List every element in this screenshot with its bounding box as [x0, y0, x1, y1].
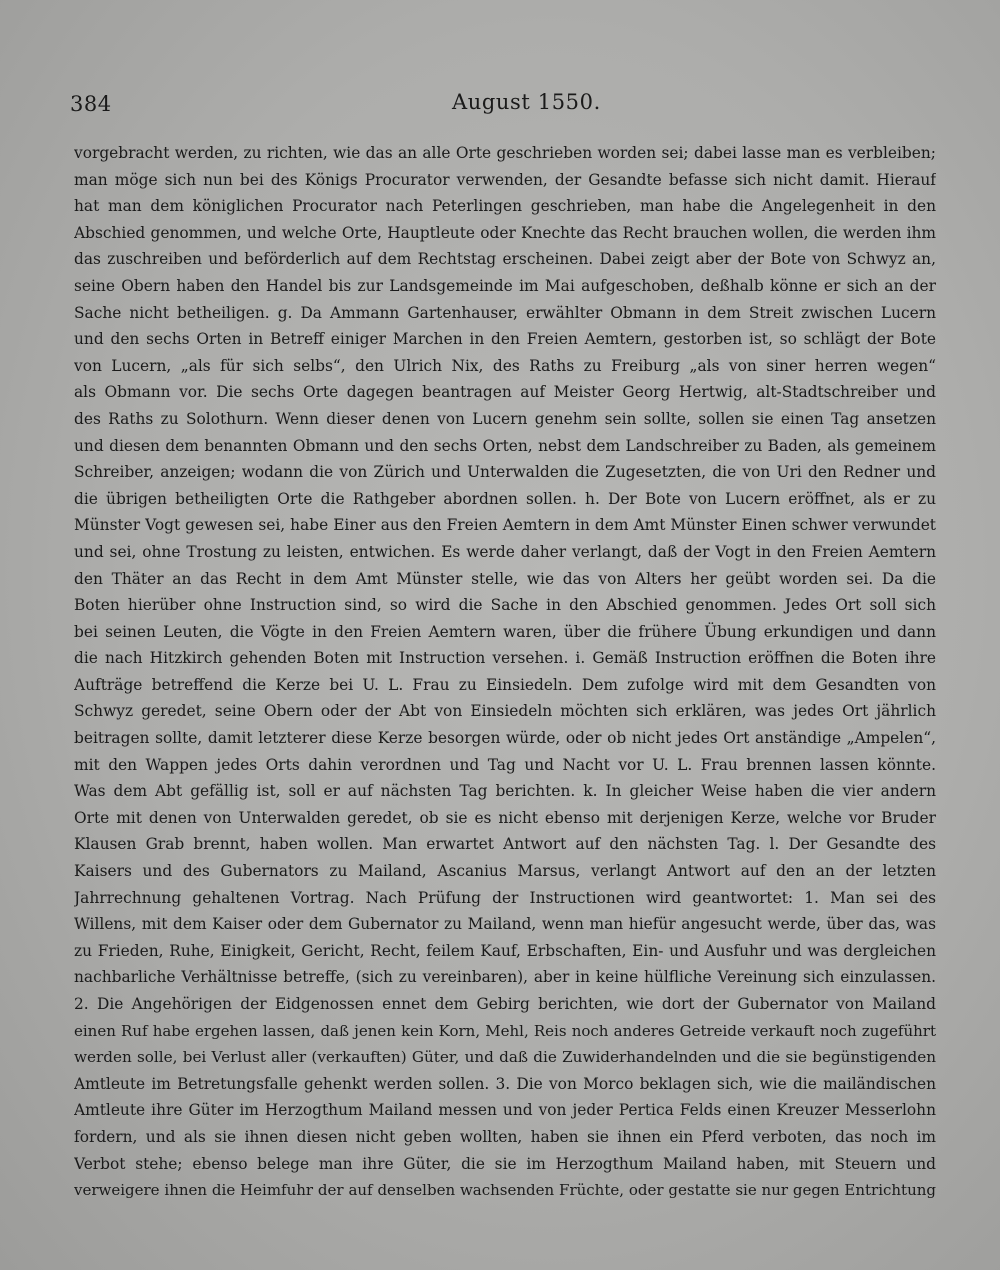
text-line: fordern, und als sie ihnen diesen nicht geben wollten, haben sie ihnen ein Pferd verboten, das noch im — [74, 1127, 936, 1146]
text-line: Sache nicht betheiligen. g. Da Ammann Gartenhauser, erwählter Obmann in dem Streit zwischen Lucern — [74, 303, 936, 322]
text-line: Boten hierüber ohne Instruction sind, so wird die Sache in den Abschied genommen. Jedes Ort soll sich — [74, 596, 936, 615]
text-line: Willens, mit dem Kaiser oder dem Gubernator zu Mailand, wenn man hiefür angesucht werde, über das, was — [74, 915, 936, 934]
text-line: Abschied genommen, und welche Orte, Hauptleute oder Knechte das Recht brauchen wollen, die werden ihm — [74, 223, 936, 242]
text-line: als Obmann vor. Die sechs Orte dagegen beantragen auf Meister Georg Hertwig, alt-Stadtschreiber und — [74, 383, 936, 402]
text-line: mit den Wappen jedes Orts dahin verordnen und Tag und Nacht vor U. L. Frau brennen lassen könnte. — [74, 755, 936, 774]
text-line: man möge sich nun bei des Königs Procurator verwenden, der Gesandte befasse sich nicht damit. Hierauf — [74, 170, 936, 189]
body-text — [74, 140, 936, 1204]
text-line: und den sechs Orten in Betreff einiger Marchen in den Freien Aemtern, gestorben ist, so schlägt der Bote — [74, 330, 936, 349]
running-title: August 1550. — [452, 90, 601, 114]
text-line: Jahrrechnung gehaltenen Vortrag. Nach Prüfung der Instructionen wird geantwortet: 1. Man sei des — [74, 888, 936, 907]
text-line: Schwyz geredet, seine Obern oder der Abt von Einsiedeln möchten sich erklären, was jedes Ort jährlich — [74, 702, 936, 721]
text-line: 2. Die Angehörigen der Eidgenossen ennet dem Gebirg berichten, wie dort der Gubernator von Mailand — [74, 995, 936, 1013]
text-line: die nach Hitzkirch gehenden Boten mit Instruction versehen. i. Gemäß Instruction eröffnen die Boten ihre — [74, 649, 936, 668]
text-line: zu Frieden, Ruhe, Einigkeit, Gericht, Recht, feilem Kauf, Erbschaften, Ein- und Ausfuhr und was dergleichen — [74, 941, 936, 960]
text-line: und sei, ohne Trostung zu leisten, entwichen. Es werde daher verlangt, daß der Vogt in den Freien Aemtern — [74, 542, 936, 561]
text-line: werden solle, bei Verlust aller (verkauften) Güter, und daß die Zuwiderhandelnden und die sie begünstigenden — [74, 1048, 936, 1067]
text-line: Kaisers und des Gubernators zu Mailand, Ascanius Marsus, verlangt Antwort auf den an der letzten — [74, 862, 936, 881]
text-line: des Raths zu Solothurn. Wenn dieser denen von Lucern genehm sein sollte, sollen sie einen Tag ansetzen — [74, 409, 936, 428]
text-line: Schreiber, anzeigen; wodann die von Zürich und Unterwalden die Zugesetzten, die von Uri den Redner und — [74, 463, 936, 482]
text-line: Aufträge betreffend die Kerze bei U. L. Frau zu Einsiedeln. Dem zufolge wird mit dem Gesandten von — [74, 675, 936, 694]
text-line: vorgebracht werden, zu richten, wie das an alle Orte geschrieben worden sei; dabei lasse man es verbleiben; — [74, 144, 936, 162]
text-line: einen Ruf habe ergehen lassen, daß jenen kein Korn, Mehl, Reis noch anderes Getreide verkauft noch zugeführt — [74, 1021, 936, 1040]
text-line: Was dem Abt gefällig ist, soll er auf nächsten Tag berichten. k. In gleicher Weise haben die vier andern — [74, 782, 936, 801]
text-line: verweigere ihnen die Heimfuhr der auf denselben wachsenden Früchte, oder gestatte sie nur gegen Entrichtung — [74, 1181, 936, 1200]
text-line: Amtleute ihre Güter im Herzogthum Mailand messen und von jeder Pertica Felds einen Kreuzer Messerlohn — [74, 1101, 936, 1120]
text-line: hat man dem königlichen Procurator nach Peterlingen geschrieben, man habe die Angelegenheit in den — [74, 197, 936, 216]
text-line: seine Obern haben den Handel bis zur Landsgemeinde im Mai aufgeschoben, deßhalb könne er sich an der — [74, 276, 936, 295]
text-line: von Lucern, „als für sich selbs“, den Ulrich Nix, des Raths zu Freiburg „als von siner herren wegen“ — [74, 356, 936, 375]
text-line: das zuschreiben und beförderlich auf dem Rechtstag erscheinen. Dabei zeigt aber der Bote von Schwyz an, — [74, 250, 936, 269]
text-line: Klausen Grab brennt, haben wollen. Man erwartet Antwort auf den nächsten Tag. l. Der Gesandte des — [74, 835, 936, 854]
text-line: Orte mit denen von Unterwalden geredet, ob sie es nicht ebenso mit derjenigen Kerze, welche vor Bruder — [74, 808, 936, 827]
text-line: und diesen dem benannten Obmann und den sechs Orten, nebst dem Landschreiber zu Baden, als gemeinem — [74, 436, 936, 455]
text-line: den Thäter an das Recht in dem Amt Münster stelle, wie das von Alters her geübt worden sei. Da die — [74, 569, 936, 588]
text-line: Münster Vogt gewesen sei, habe Einer aus den Freien Aemtern in dem Amt Münster Einen schwer verwundet — [74, 516, 936, 535]
text-line: die übrigen betheiligten Orte die Rathgeber abordnen sollen. h. Der Bote von Lucern eröffnet, als er zu — [74, 489, 936, 508]
text-line: Verbot stehe; ebenso belege man ihre Güter, die sie im Herzogthum Mailand haben, mit Steuern und — [74, 1154, 936, 1173]
page-number: 384 — [70, 92, 112, 116]
text-line: beitragen sollte, damit letzterer diese Kerze besorgen würde, oder ob nicht jedes Ort anständige „Ampelen“, — [74, 729, 936, 748]
text-line: nachbarliche Verhältnisse betreffe, (sich zu vereinbaren), aber in keine hülfliche Vereinung sich einzulassen. — [74, 968, 936, 987]
text-line: Amtleute im Betretungsfalle gehenkt werden sollen. 3. Die von Morco beklagen sich, wie die mailändischen — [74, 1074, 936, 1093]
text-line: bei seinen Leuten, die Vögte in den Freien Aemtern waren, über die frühere Übung erkundigen und dann — [74, 622, 936, 641]
